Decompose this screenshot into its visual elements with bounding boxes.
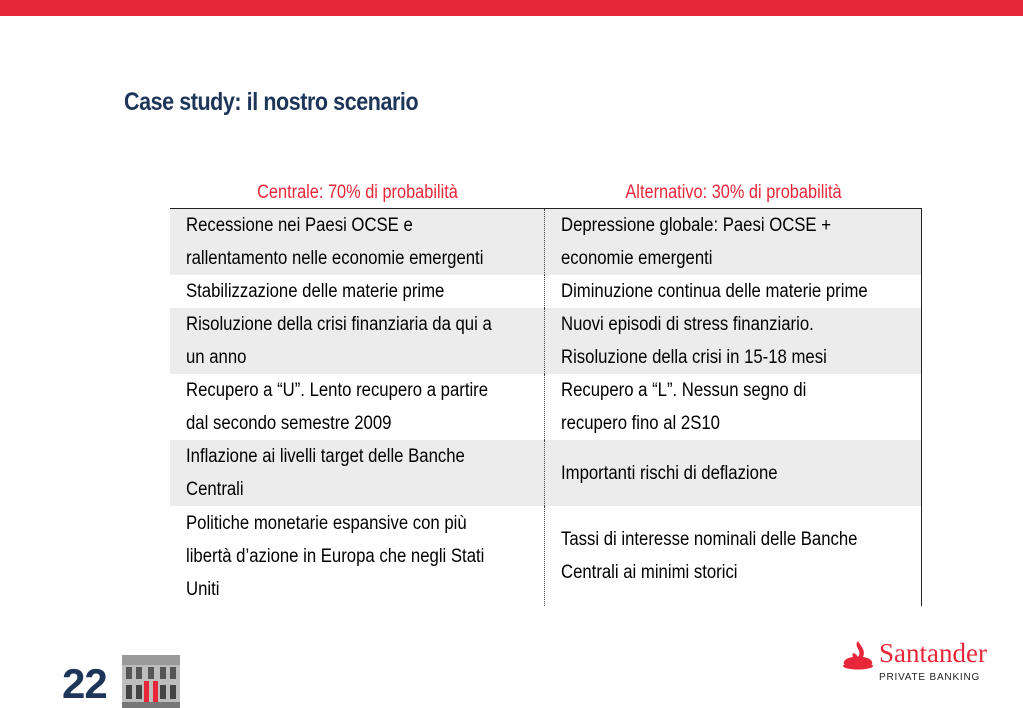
- top-accent-bar: [0, 0, 1023, 16]
- table-row: [170, 506, 921, 606]
- cell-central: Politiche monetarie espansive con più libertà d’azione in Europa che negli Stati Uniti: [186, 512, 485, 600]
- table-row: [170, 308, 921, 374]
- header-central: Centrale: 70% di probabilità: [257, 182, 458, 203]
- header-alternative: Alternativo: 30% di probabilità: [625, 182, 842, 203]
- cell-alternative: Recupero a “L”. Nessun segno di recupero fino al 2S10: [560, 380, 806, 434]
- table-row: [170, 275, 921, 308]
- scenario-table: [170, 178, 922, 606]
- page-number: 22: [62, 660, 107, 707]
- cell-central: Stabilizzazione delle materie prime: [186, 281, 445, 302]
- cell-alternative: Importanti rischi di deflazione: [560, 462, 778, 484]
- table-row: [170, 440, 921, 506]
- santander-logo: [841, 638, 1001, 688]
- brand-subtitle: PRIVATE BANKING: [879, 672, 981, 683]
- cell-central: Recessione nei Paesi OCSE e rallentamento nelle economie emergenti: [186, 215, 484, 269]
- table-row: [170, 374, 921, 440]
- building-thumbnail-icon: [122, 655, 180, 708]
- slide-title: Case study: il nostro scenario: [124, 88, 419, 116]
- cell-alternative: Nuovi episodi di stress finanziario. Risoluzione della crisi in 15-18 mesi: [560, 314, 827, 368]
- cell-alternative: Tassi di interesse nominali delle Banche Centrali ai minimi storici: [560, 529, 857, 583]
- table-row: [170, 209, 921, 275]
- cell-alternative: Diminuzione continua delle materie prime: [560, 281, 868, 302]
- cell-central: Risoluzione della crisi finanziaria da qui a un anno: [186, 314, 492, 368]
- cell-alternative: Depressione globale: Paesi OCSE + economie emergenti: [560, 215, 831, 269]
- flame-icon: [841, 640, 875, 670]
- table-header: [170, 178, 922, 208]
- cell-central: Recupero a “U”. Lento recupero a partire dal secondo semestre 2009: [186, 380, 489, 434]
- cell-central: Inflazione ai livelli target delle Banche Centrali: [186, 446, 465, 500]
- brand-name: Santander: [879, 638, 987, 668]
